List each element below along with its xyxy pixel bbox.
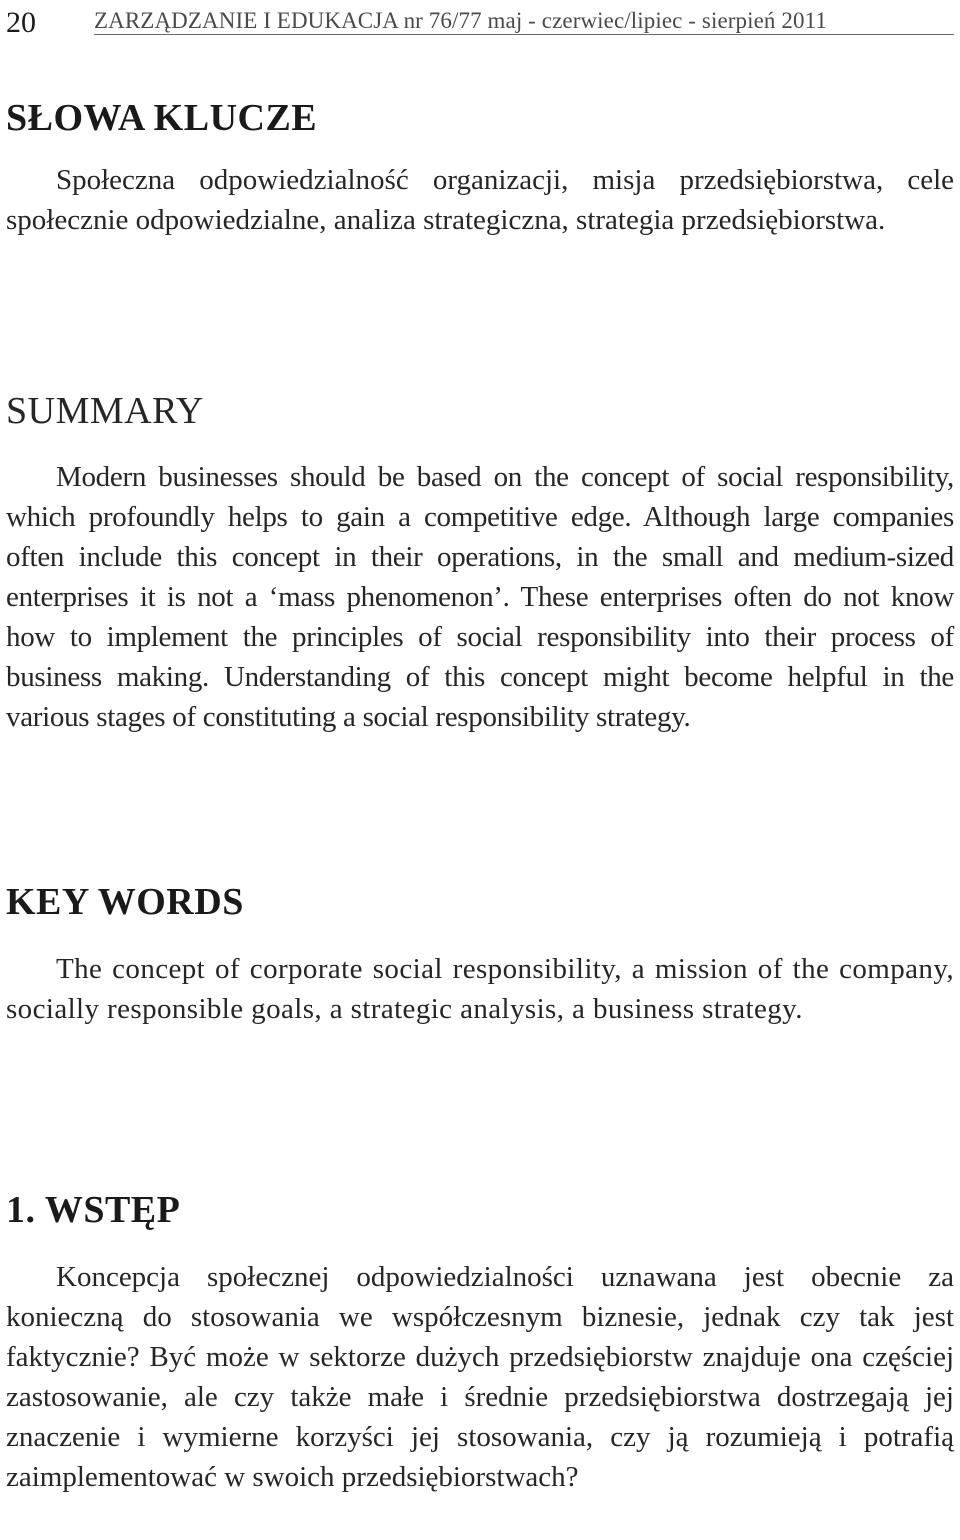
slowa-klucze-text: Społeczna odpowiedzialność organizacji, misja przedsiębiorstwa, cele społecznie odpowiedzialne, analiza strategiczna, strategia przedsiębiorstwa.: [6, 164, 954, 236]
section-intro: [6, 1188, 954, 1497]
summary-text: Modern businesses should be based on the concept of social responsibility, which profoundly helps to gain a competitive edge. Although large companies often include this concept in their operations, in the small and medium-sized enterprises it is not a ‘mass phenomenon’. These enterprises often do not know how to implement the principles of social responsibility into their process of business making. Understanding of this concept might become helpful in the various stages of constituting a social responsibility strategy.: [6, 461, 954, 733]
journal-title: ZARZĄDZANIE I EDUKACJA nr 76/77 maj - czerwiec/lipiec - sierpień 2011: [94, 8, 827, 33]
section-key-words: [6, 880, 954, 1029]
header-divider: [94, 34, 954, 35]
key-words-text: The concept of corporate social responsibility, a mission of the company, socially responsible goals, a strategic analysis, a business strategy.: [6, 953, 954, 1025]
section-summary: [6, 389, 954, 737]
intro-text: Koncepcja społecznej odpowiedzialności uznawana jest obecnie za konieczną do stosowania we współczesnym biznesie, jednak czy tak jest faktycznie? Być może w sektorze dużych przedsiębiorstw znajduje ona częściej zastosowanie, ale czy także małe i średnie przedsiębiorstwa dostrzegają jej znaczenie i wymierne korzyści jej stosowania, czy ją rozumieją i potrafią zaimplementować w swoich przedsiębiorstwach?: [6, 1261, 954, 1493]
section-slowa-klucze: [6, 96, 954, 240]
summary-heading: SUMMARY: [6, 390, 204, 432]
slowa-klucze-heading: SŁOWA KLUCZE: [6, 97, 318, 139]
intro-heading: 1. WSTĘP: [6, 1189, 181, 1231]
page-header: [6, 2, 954, 42]
key-words-heading: KEY WORDS: [6, 881, 244, 923]
page-number: 20: [6, 6, 36, 39]
